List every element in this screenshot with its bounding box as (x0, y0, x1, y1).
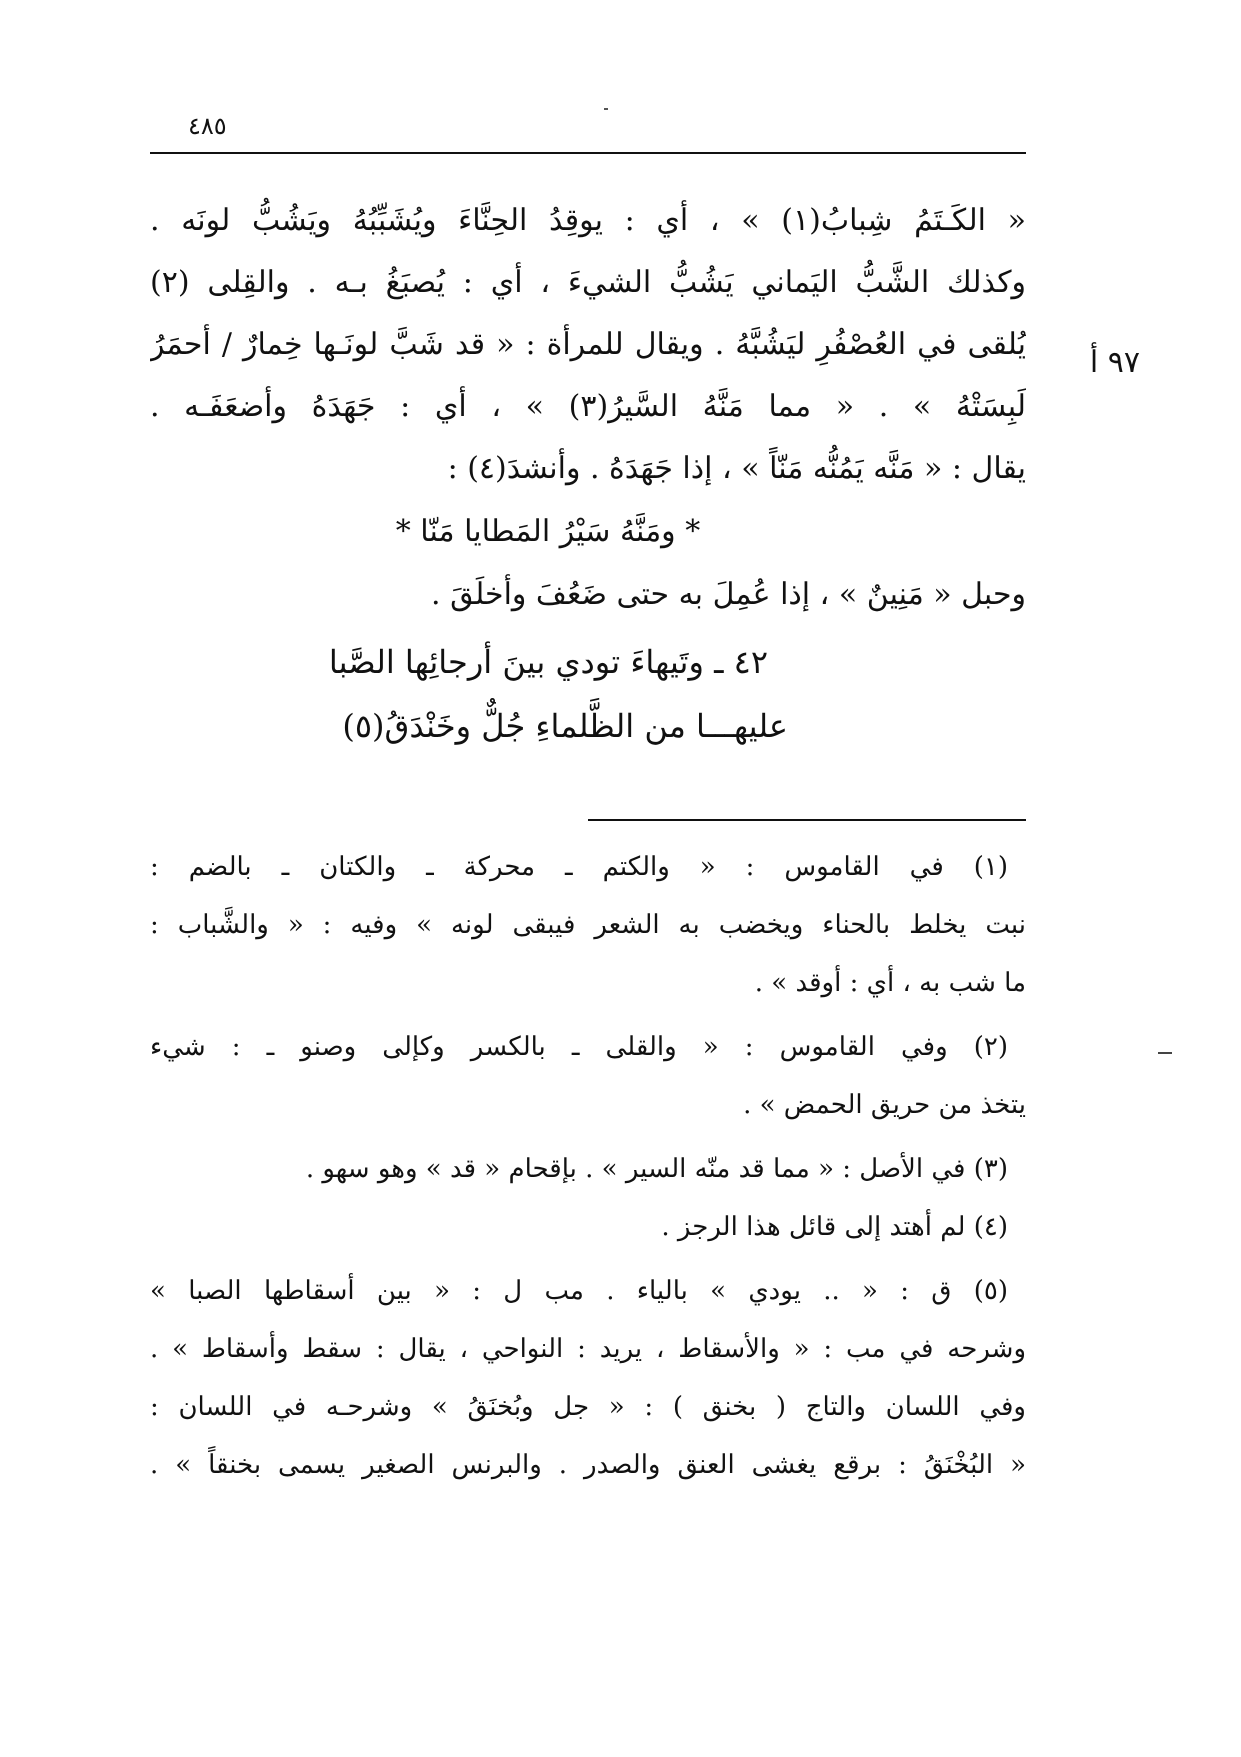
footnote-4: (٤) لم أهتد إلى قائل هذا الرجز . (661, 1212, 1008, 1242)
footnote-2-line-2: يتخذ من حريق الحمض » . (743, 1090, 1026, 1120)
verse-first-hemistich: ٤٢ ـ وتَيهاءَ تودي بينَ أرجائِها الصَّبا (328, 643, 768, 681)
footnote-rule (588, 819, 1026, 821)
footnote-3: (٣) في الأصل : « مما قد منّه السير » . بإقحام « قد » وهو سهو . (305, 1154, 1008, 1184)
footnote-5-line-3: وفي اللسان والتاج ( بخنق ) : « جل وبُخنَقُ » وشرحـه في اللسان : (150, 1392, 1026, 1422)
header-rule (150, 152, 1026, 154)
main-text (150, 190, 1026, 758)
footnote-1-line-3: ما شب به ، أي : أوقد » . (754, 968, 1026, 998)
footnote-5-line-4: « البُخْنَقُ : برقع يغشى العنق والصدر . والبرنس الصغير يسمى بخنقاً » . (150, 1450, 1026, 1480)
poem-verse (150, 630, 1026, 758)
margin-dash (1158, 1052, 1172, 1054)
page-number: ٤٨٥ (188, 112, 227, 140)
margin-folio-reference: ٩٧ أ (1089, 345, 1140, 380)
footnote-2-line-1: (٢) وفي القاموس : « والقلى ـ بالكسر وكإلى وصنو ـ : شيء (150, 1032, 1008, 1062)
rajaz-quote: * ومَنَّهُ سَيْرُ المَطايا مَنّا * (395, 514, 701, 549)
scan-speck (604, 108, 608, 110)
footnote-1-line-2: نبت يخلط بالحناء ويخضب به الشعر فيبقى لونه » وفيه : « والشَّباب : (150, 910, 1026, 940)
text-line-1: « الكَـتَمُ شِبابُ(١) » ، أي : يوقِدُ الحِنَّاءَ ويُشَبِّبُهُ ويَشُبُّ لونَه . (150, 203, 1026, 238)
text-line-after-rajaz: وحبل « مَنِينٌ » ، إذا عُمِلَ به حتى ضَعُفَ وأخلَقَ . (431, 577, 1026, 612)
footnote-5-line-1: (٥) ق : « .. يودي » بالياء . مب ل : « بين أسقاطها الصبا » (150, 1276, 1008, 1306)
verse-second-hemistich: عليهـــا من الظَّلماءِ جُلٌّ وخَنْدَقُ(٥) (342, 707, 788, 745)
footnotes (150, 838, 1026, 1494)
text-line-2: وكذلك الشَّبُّ اليَماني يَشُبُّ الشيءَ ، أي : يُصبَغُ بـه . والقِلى (٢) (150, 265, 1026, 300)
text-line-4: لَبِسَتْهُ » . « مما مَنَّهُ السَّيرُ(٣) » ، أي : جَهَدَهُ وأضعَفَـه . (150, 389, 1026, 424)
footnote-1-line-1: (١) في القاموس : « والكتم ـ محركة ـ والكتان ـ بالضم : (150, 852, 1008, 882)
text-line-3: يُلقى في العُصْفُرِ ليَشُبَّهُ . ويقال للمرأة : « قد شَبَّ لونَـها خِمارٌ / أحمَرُ (150, 327, 1026, 362)
text-line-5: يقال : « مَنَّه يَمُنُّه مَنّاً » ، إذا جَهَدَهُ . وأنشدَ(٤) : (447, 451, 1026, 486)
footnote-5-line-2: وشرحه في مب : « والأسقاط ، يريد : النواحي ، يقال : سقط وأسقاط » . (150, 1334, 1026, 1364)
